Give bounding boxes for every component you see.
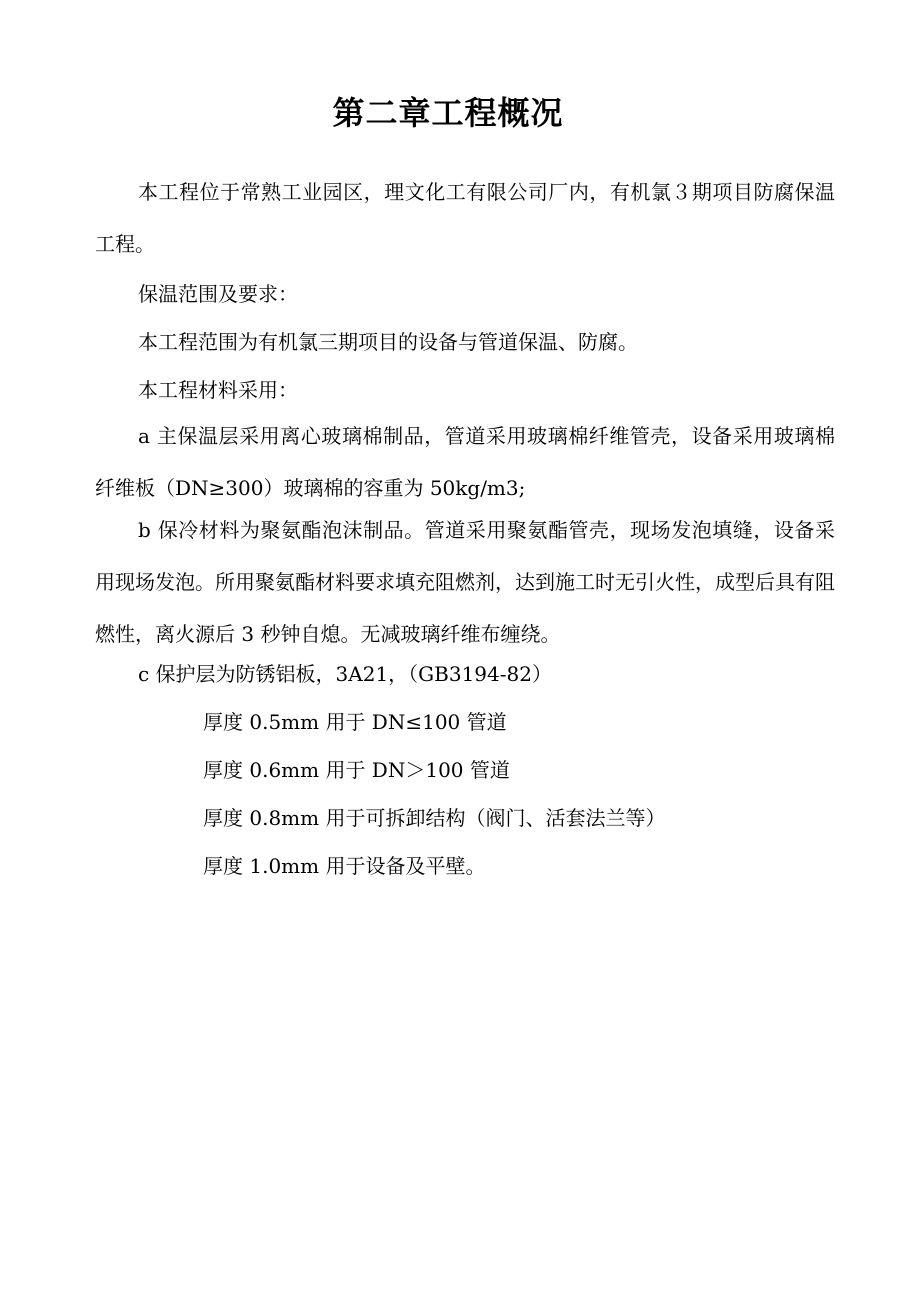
paragraph-scope-heading: 保温范围及要求：	[138, 282, 298, 306]
thickness-item: 厚度 0.6mm 用于 DN＞100 管道	[203, 758, 510, 782]
paragraph-scope: 本工程范围为有机氯三期项目的设备与管道保温、防腐。	[138, 330, 638, 354]
thickness-item: 厚度 0.5mm 用于 DN≤100 管道	[203, 710, 507, 734]
paragraph-materials-heading: 本工程材料采用：	[138, 378, 298, 402]
paragraph-item-b: b 保冷材料为聚氨酯泡沫制品。管道采用聚氨酯管壳，现场发泡填缝，设备采用现场发泡。所用聚氨酯材料要求填充阻燃剂，达到施工时无引火性，成型后具有阻燃性，离火源后 3 秒钟自熄。无减玻璃纤维布缠绕。	[95, 518, 835, 646]
paragraph-item-c: c 保护层为防锈铝板，3A21，（GB3194-82）	[138, 662, 552, 686]
page-title: 第二章工程概况	[332, 94, 564, 132]
thickness-item: 厚度 0.8mm 用于可拆卸结构（阀门、活套法兰等）	[203, 806, 666, 830]
thickness-item: 厚度 1.0mm 用于设备及平壁。	[203, 854, 486, 878]
paragraph-location: 本工程位于常熟工业园区，理文化工有限公司厂内，有机氯３期项目防腐保温工程。	[95, 180, 835, 256]
paragraph-item-a: a 主保温层采用离心玻璃棉制品，管道采用玻璃棉纤维管壳，设备采用玻璃棉纤维板（DN≥300）玻璃棉的容重为 50kg/m3;	[95, 424, 835, 500]
